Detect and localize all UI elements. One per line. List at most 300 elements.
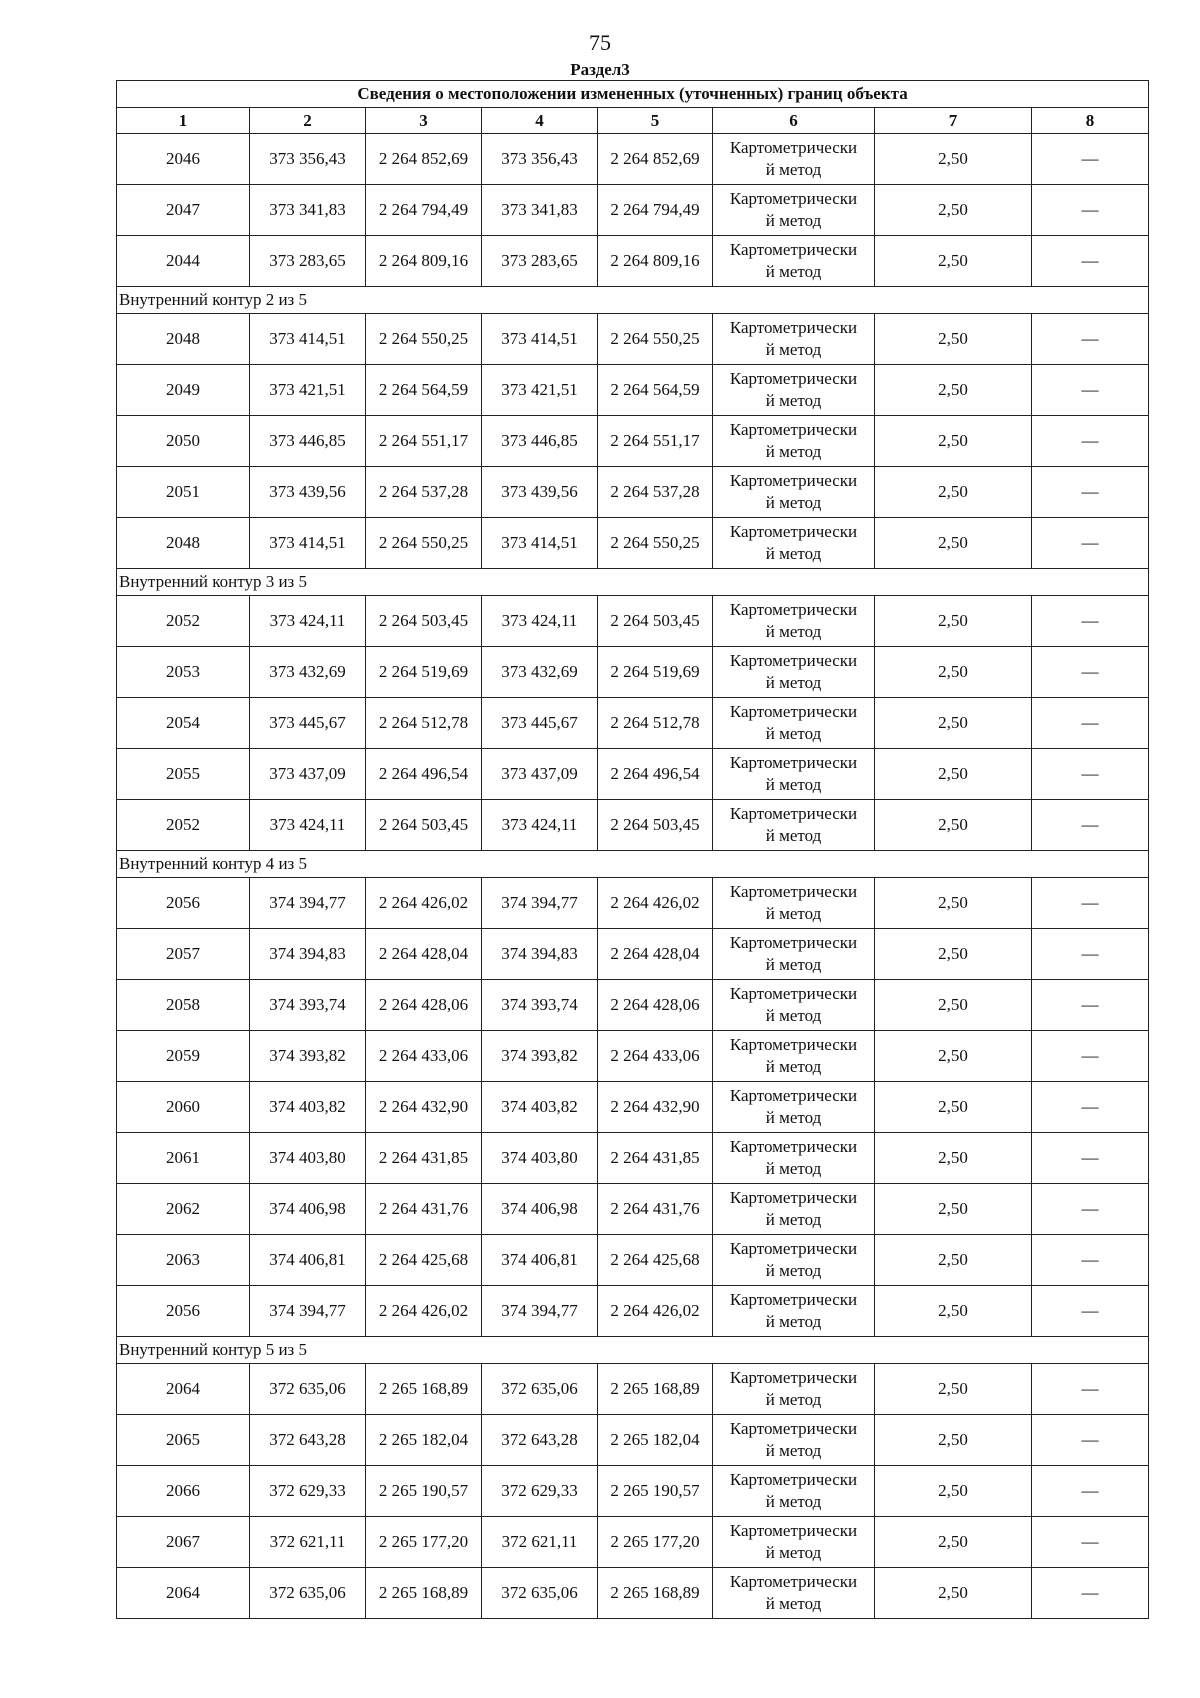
note-cell: — — [1032, 1286, 1149, 1337]
x-new-cell: 373 414,51 — [482, 314, 598, 365]
method-cell — [713, 1031, 875, 1082]
x-new-cell: 374 393,82 — [482, 1031, 598, 1082]
point-number-cell: 2056 — [117, 1286, 250, 1337]
accuracy-cell: 2,50 — [875, 1031, 1032, 1082]
x-new-cell: 374 394,83 — [482, 929, 598, 980]
accuracy-cell: 2,50 — [875, 1235, 1032, 1286]
x-new-cell: 372 621,11 — [482, 1517, 598, 1568]
method-line: Картометрически — [729, 651, 858, 670]
table-row — [117, 878, 1149, 929]
y-new-cell: 2 264 550,25 — [598, 518, 713, 569]
x-new-cell: 373 446,85 — [482, 416, 598, 467]
x-new-cell: 372 635,06 — [482, 1568, 598, 1619]
section-title: Раздел3 — [570, 60, 630, 79]
point-number-cell: 2044 — [117, 236, 250, 287]
y-new-cell: 2 265 168,89 — [598, 1568, 713, 1619]
y-new-cell: 2 264 425,68 — [598, 1235, 713, 1286]
table-caption-row — [117, 81, 1149, 108]
point-number-cell: 2058 — [117, 980, 250, 1031]
method-line: Картометрически — [729, 600, 858, 619]
x-new-cell: 373 432,69 — [482, 647, 598, 698]
method-cell — [713, 1235, 875, 1286]
note-cell: — — [1032, 1184, 1149, 1235]
x-old-cell: 372 629,33 — [250, 1466, 366, 1517]
method-cell — [713, 365, 875, 416]
method-line: й метод — [765, 544, 822, 563]
y-old-cell: 2 264 551,17 — [366, 416, 482, 467]
method-line: Картометрически — [729, 1470, 858, 1489]
table-row — [117, 929, 1149, 980]
method-line: й метод — [765, 1390, 822, 1409]
y-old-cell: 2 264 537,28 — [366, 467, 482, 518]
table-row — [117, 1133, 1149, 1184]
method-line: Картометрически — [729, 369, 858, 388]
y-old-cell: 2 264 550,25 — [366, 518, 482, 569]
method-line: Картометрически — [729, 1368, 858, 1387]
y-new-cell: 2 264 426,02 — [598, 878, 713, 929]
contour-row — [117, 569, 1149, 596]
contour-row — [117, 851, 1149, 878]
column-number: 5 — [598, 108, 713, 134]
accuracy-cell: 2,50 — [875, 1133, 1032, 1184]
x-new-cell: 373 424,11 — [482, 596, 598, 647]
point-number-cell: 2052 — [117, 800, 250, 851]
point-number-cell: 2059 — [117, 1031, 250, 1082]
method-line: Картометрически — [729, 471, 858, 490]
y-old-cell: 2 264 503,45 — [366, 596, 482, 647]
note-cell: — — [1032, 1031, 1149, 1082]
method-cell — [713, 800, 875, 851]
column-number: 8 — [1032, 108, 1149, 134]
point-number-cell: 2053 — [117, 647, 250, 698]
x-old-cell: 373 283,65 — [250, 236, 366, 287]
table-row — [117, 1517, 1149, 1568]
column-number: 2 — [250, 108, 366, 134]
column-number: 1 — [117, 108, 250, 134]
x-old-cell: 372 635,06 — [250, 1568, 366, 1619]
y-new-cell: 2 264 496,54 — [598, 749, 713, 800]
note-cell: — — [1032, 467, 1149, 518]
method-line: Картометрически — [729, 933, 858, 952]
note-cell: — — [1032, 416, 1149, 467]
method-cell — [713, 596, 875, 647]
note-cell: — — [1032, 1415, 1149, 1466]
y-old-cell: 2 264 496,54 — [366, 749, 482, 800]
method-line: й метод — [765, 1492, 822, 1511]
y-old-cell: 2 265 168,89 — [366, 1364, 482, 1415]
y-new-cell: 2 264 512,78 — [598, 698, 713, 749]
table-row — [117, 596, 1149, 647]
method-cell — [713, 1568, 875, 1619]
y-old-cell: 2 264 809,16 — [366, 236, 482, 287]
x-old-cell: 373 439,56 — [250, 467, 366, 518]
method-cell — [713, 185, 875, 236]
accuracy-cell: 2,50 — [875, 314, 1032, 365]
method-cell — [713, 749, 875, 800]
table-body — [117, 134, 1149, 1619]
table-row — [117, 365, 1149, 416]
accuracy-cell: 2,50 — [875, 1466, 1032, 1517]
x-old-cell: 372 635,06 — [250, 1364, 366, 1415]
method-line: Картометрически — [729, 882, 858, 901]
y-old-cell: 2 264 794,49 — [366, 185, 482, 236]
point-number-cell: 2062 — [117, 1184, 250, 1235]
x-old-cell: 374 394,77 — [250, 878, 366, 929]
column-number: 3 — [366, 108, 482, 134]
method-cell — [713, 980, 875, 1031]
note-cell: — — [1032, 1235, 1149, 1286]
method-line: й метод — [765, 1057, 822, 1076]
y-new-cell: 2 264 503,45 — [598, 800, 713, 851]
accuracy-cell: 2,50 — [875, 416, 1032, 467]
point-number-cell: 2055 — [117, 749, 250, 800]
method-line: й метод — [765, 1108, 822, 1127]
x-old-cell: 373 356,43 — [250, 134, 366, 185]
x-old-cell: 373 414,51 — [250, 518, 366, 569]
method-line: Картометрически — [729, 1239, 858, 1258]
accuracy-cell: 2,50 — [875, 1568, 1032, 1619]
accuracy-cell: 2,50 — [875, 1184, 1032, 1235]
point-number-cell: 2066 — [117, 1466, 250, 1517]
x-old-cell: 374 393,74 — [250, 980, 366, 1031]
y-old-cell: 2 264 433,06 — [366, 1031, 482, 1082]
accuracy-cell: 2,50 — [875, 1517, 1032, 1568]
column-number: 7 — [875, 108, 1032, 134]
x-old-cell: 374 406,81 — [250, 1235, 366, 1286]
accuracy-cell: 2,50 — [875, 596, 1032, 647]
table-row — [117, 1184, 1149, 1235]
method-line: й метод — [765, 1441, 822, 1460]
note-cell: — — [1032, 1082, 1149, 1133]
y-old-cell: 2 265 168,89 — [366, 1568, 482, 1619]
note-cell: — — [1032, 518, 1149, 569]
method-line: Картометрически — [729, 984, 858, 1003]
accuracy-cell: 2,50 — [875, 365, 1032, 416]
method-line: й метод — [765, 955, 822, 974]
method-line: й метод — [765, 826, 822, 845]
table-row — [117, 1568, 1149, 1619]
accuracy-cell: 2,50 — [875, 647, 1032, 698]
x-new-cell: 373 439,56 — [482, 467, 598, 518]
x-new-cell: 372 635,06 — [482, 1364, 598, 1415]
y-new-cell: 2 265 190,57 — [598, 1466, 713, 1517]
page-number: 75 — [589, 30, 611, 55]
note-cell: — — [1032, 1364, 1149, 1415]
method-line: й метод — [765, 493, 822, 512]
accuracy-cell: 2,50 — [875, 878, 1032, 929]
method-line: й метод — [765, 211, 822, 230]
x-old-cell: 372 621,11 — [250, 1517, 366, 1568]
y-old-cell: 2 264 428,04 — [366, 929, 482, 980]
y-new-cell: 2 264 433,06 — [598, 1031, 713, 1082]
note-cell: — — [1032, 647, 1149, 698]
method-line: й метод — [765, 775, 822, 794]
note-cell: — — [1032, 314, 1149, 365]
x-new-cell: 373 283,65 — [482, 236, 598, 287]
y-old-cell: 2 264 431,85 — [366, 1133, 482, 1184]
x-new-cell: 374 394,77 — [482, 1286, 598, 1337]
method-line: Картометрически — [729, 1086, 858, 1105]
x-old-cell: 372 643,28 — [250, 1415, 366, 1466]
point-number-cell: 2051 — [117, 467, 250, 518]
point-number-cell: 2046 — [117, 134, 250, 185]
method-line: Картометрически — [729, 702, 858, 721]
point-number-cell: 2064 — [117, 1568, 250, 1619]
y-new-cell: 2 264 551,17 — [598, 416, 713, 467]
point-number-cell: 2057 — [117, 929, 250, 980]
y-old-cell: 2 265 182,04 — [366, 1415, 482, 1466]
point-number-cell: 2063 — [117, 1235, 250, 1286]
x-new-cell: 374 406,98 — [482, 1184, 598, 1235]
x-new-cell: 372 629,33 — [482, 1466, 598, 1517]
accuracy-cell: 2,50 — [875, 134, 1032, 185]
table-row — [117, 416, 1149, 467]
method-line: й метод — [765, 904, 822, 923]
method-line: й метод — [765, 160, 822, 179]
y-new-cell: 2 264 550,25 — [598, 314, 713, 365]
y-old-cell: 2 264 432,90 — [366, 1082, 482, 1133]
point-number-cell: 2048 — [117, 518, 250, 569]
x-old-cell: 373 432,69 — [250, 647, 366, 698]
method-line: й метод — [765, 1594, 822, 1613]
y-old-cell: 2 264 519,69 — [366, 647, 482, 698]
x-old-cell: 373 421,51 — [250, 365, 366, 416]
contour-label: Внутренний контур 4 из 5 — [117, 851, 1149, 878]
table-row — [117, 1082, 1149, 1133]
accuracy-cell: 2,50 — [875, 929, 1032, 980]
y-old-cell: 2 264 425,68 — [366, 1235, 482, 1286]
contour-label: Внутренний контур 3 из 5 — [117, 569, 1149, 596]
note-cell: — — [1032, 236, 1149, 287]
y-old-cell: 2 264 426,02 — [366, 1286, 482, 1337]
point-number-cell: 2061 — [117, 1133, 250, 1184]
note-cell: — — [1032, 698, 1149, 749]
method-cell — [713, 647, 875, 698]
note-cell: — — [1032, 134, 1149, 185]
contour-label: Внутренний контур 5 из 5 — [117, 1337, 1149, 1364]
method-line: й метод — [765, 442, 822, 461]
method-cell — [713, 1415, 875, 1466]
method-cell — [713, 1364, 875, 1415]
y-new-cell: 2 264 852,69 — [598, 134, 713, 185]
column-number-row — [117, 108, 1149, 134]
x-old-cell: 373 446,85 — [250, 416, 366, 467]
table-row — [117, 1466, 1149, 1517]
x-new-cell: 374 403,82 — [482, 1082, 598, 1133]
x-new-cell: 372 643,28 — [482, 1415, 598, 1466]
y-old-cell: 2 264 550,25 — [366, 314, 482, 365]
x-new-cell: 373 356,43 — [482, 134, 598, 185]
note-cell: — — [1032, 1568, 1149, 1619]
table-row — [117, 647, 1149, 698]
accuracy-cell: 2,50 — [875, 749, 1032, 800]
method-cell — [713, 1466, 875, 1517]
table-row — [117, 236, 1149, 287]
contour-row — [117, 1337, 1149, 1364]
point-number-cell: 2056 — [117, 878, 250, 929]
method-line: Картометрически — [729, 753, 858, 772]
y-old-cell: 2 264 564,59 — [366, 365, 482, 416]
x-new-cell: 373 414,51 — [482, 518, 598, 569]
method-cell — [713, 1082, 875, 1133]
method-cell — [713, 467, 875, 518]
method-line: й метод — [765, 262, 822, 281]
point-number-cell: 2052 — [117, 596, 250, 647]
y-new-cell: 2 265 182,04 — [598, 1415, 713, 1466]
table-row — [117, 314, 1149, 365]
x-old-cell: 374 394,83 — [250, 929, 366, 980]
note-cell: — — [1032, 1517, 1149, 1568]
y-old-cell: 2 264 431,76 — [366, 1184, 482, 1235]
x-old-cell: 373 445,67 — [250, 698, 366, 749]
method-line: Картометрически — [729, 1290, 858, 1309]
method-line: й метод — [765, 391, 822, 410]
x-new-cell: 374 394,77 — [482, 878, 598, 929]
y-new-cell: 2 264 809,16 — [598, 236, 713, 287]
x-old-cell: 373 437,09 — [250, 749, 366, 800]
y-new-cell: 2 264 537,28 — [598, 467, 713, 518]
note-cell: — — [1032, 185, 1149, 236]
accuracy-cell: 2,50 — [875, 698, 1032, 749]
y-new-cell: 2 264 426,02 — [598, 1286, 713, 1337]
accuracy-cell: 2,50 — [875, 1364, 1032, 1415]
method-cell — [713, 518, 875, 569]
table-row — [117, 749, 1149, 800]
method-cell — [713, 1286, 875, 1337]
x-new-cell: 374 406,81 — [482, 1235, 598, 1286]
x-old-cell: 374 403,82 — [250, 1082, 366, 1133]
note-cell: — — [1032, 1133, 1149, 1184]
method-line: Картометрически — [729, 1572, 858, 1591]
method-cell — [713, 878, 875, 929]
method-line: Картометрически — [729, 189, 858, 208]
y-new-cell: 2 264 431,85 — [598, 1133, 713, 1184]
accuracy-cell: 2,50 — [875, 467, 1032, 518]
accuracy-cell: 2,50 — [875, 980, 1032, 1031]
point-number-cell: 2047 — [117, 185, 250, 236]
x-new-cell: 373 437,09 — [482, 749, 598, 800]
table-row — [117, 1415, 1149, 1466]
table-row — [117, 1031, 1149, 1082]
table-caption: Сведения о местоположении измененных (уточненных) границ объекта — [117, 81, 1149, 108]
method-cell — [713, 314, 875, 365]
point-number-cell: 2067 — [117, 1517, 250, 1568]
y-new-cell: 2 264 428,04 — [598, 929, 713, 980]
method-line: й метод — [765, 340, 822, 359]
method-line: Картометрически — [729, 240, 858, 259]
accuracy-cell: 2,50 — [875, 518, 1032, 569]
method-line: й метод — [765, 1261, 822, 1280]
y-new-cell: 2 265 168,89 — [598, 1364, 713, 1415]
point-number-cell: 2064 — [117, 1364, 250, 1415]
y-old-cell: 2 264 428,06 — [366, 980, 482, 1031]
point-number-cell: 2050 — [117, 416, 250, 467]
x-new-cell: 373 421,51 — [482, 365, 598, 416]
table-row — [117, 1235, 1149, 1286]
method-line: й метод — [765, 622, 822, 641]
method-line: Картометрически — [729, 138, 858, 157]
method-line: й метод — [765, 1312, 822, 1331]
table-row — [117, 698, 1149, 749]
method-cell — [713, 1133, 875, 1184]
x-old-cell: 373 424,11 — [250, 800, 366, 851]
method-cell — [713, 929, 875, 980]
method-line: Картометрически — [729, 1419, 858, 1438]
point-number-cell: 2065 — [117, 1415, 250, 1466]
y-new-cell: 2 265 177,20 — [598, 1517, 713, 1568]
x-old-cell: 373 341,83 — [250, 185, 366, 236]
column-number: 6 — [713, 108, 875, 134]
table-row — [117, 800, 1149, 851]
x-new-cell: 374 403,80 — [482, 1133, 598, 1184]
method-line: Картометрически — [729, 804, 858, 823]
x-old-cell: 373 414,51 — [250, 314, 366, 365]
accuracy-cell: 2,50 — [875, 1286, 1032, 1337]
x-new-cell: 374 393,74 — [482, 980, 598, 1031]
method-line: Картометрически — [729, 1521, 858, 1540]
table-row — [117, 1286, 1149, 1337]
point-number-cell: 2060 — [117, 1082, 250, 1133]
method-cell — [713, 1184, 875, 1235]
table-row — [117, 980, 1149, 1031]
column-number: 4 — [482, 108, 598, 134]
note-cell: — — [1032, 800, 1149, 851]
y-new-cell: 2 264 794,49 — [598, 185, 713, 236]
x-old-cell: 374 406,98 — [250, 1184, 366, 1235]
point-number-cell: 2049 — [117, 365, 250, 416]
point-number-cell: 2048 — [117, 314, 250, 365]
method-line: й метод — [765, 1210, 822, 1229]
accuracy-cell: 2,50 — [875, 1415, 1032, 1466]
y-new-cell: 2 264 564,59 — [598, 365, 713, 416]
y-old-cell: 2 264 426,02 — [366, 878, 482, 929]
table-row — [117, 1364, 1149, 1415]
method-line: й метод — [765, 673, 822, 692]
x-old-cell: 374 393,82 — [250, 1031, 366, 1082]
table-row — [117, 185, 1149, 236]
method-cell — [713, 1517, 875, 1568]
table-row — [117, 518, 1149, 569]
point-number-cell: 2054 — [117, 698, 250, 749]
y-new-cell: 2 264 432,90 — [598, 1082, 713, 1133]
note-cell: — — [1032, 980, 1149, 1031]
method-line: Картометрически — [729, 1035, 858, 1054]
note-cell: — — [1032, 596, 1149, 647]
y-old-cell: 2 265 177,20 — [366, 1517, 482, 1568]
y-new-cell: 2 264 428,06 — [598, 980, 713, 1031]
method-line: Картометрически — [729, 420, 858, 439]
x-old-cell: 374 394,77 — [250, 1286, 366, 1337]
table-row — [117, 134, 1149, 185]
y-old-cell: 2 264 512,78 — [366, 698, 482, 749]
accuracy-cell: 2,50 — [875, 1082, 1032, 1133]
method-cell — [713, 416, 875, 467]
method-line: й метод — [765, 1006, 822, 1025]
x-new-cell: 373 424,11 — [482, 800, 598, 851]
method-cell — [713, 134, 875, 185]
accuracy-cell: 2,50 — [875, 185, 1032, 236]
method-line: Картометрически — [729, 1137, 858, 1156]
method-cell — [713, 236, 875, 287]
note-cell: — — [1032, 878, 1149, 929]
y-old-cell: 2 265 190,57 — [366, 1466, 482, 1517]
table-row — [117, 467, 1149, 518]
x-new-cell: 373 341,83 — [482, 185, 598, 236]
y-new-cell: 2 264 503,45 — [598, 596, 713, 647]
accuracy-cell: 2,50 — [875, 800, 1032, 851]
x-old-cell: 374 403,80 — [250, 1133, 366, 1184]
method-cell — [713, 698, 875, 749]
